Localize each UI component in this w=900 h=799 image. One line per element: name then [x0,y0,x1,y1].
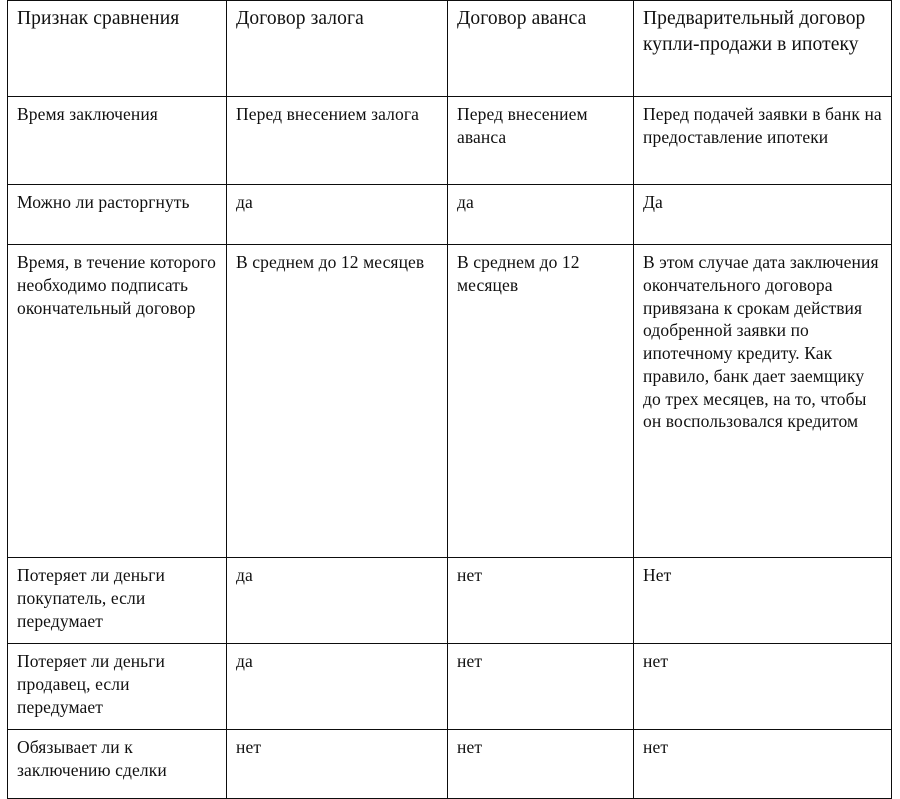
row-feature-label: Обязывает ли к заключению сделки [8,730,227,799]
table-header-row [8,1,892,97]
table-row [8,558,892,644]
cell-advance: нет [448,730,634,799]
cell-advance: нет [448,644,634,730]
cell-advance: нет [448,558,634,644]
cell-pledge: да [227,644,448,730]
cell-advance: да [448,185,634,245]
cell-pledge: Перед внесением залога [227,97,448,185]
cell-mortgage: Нет [634,558,892,644]
cell-advance: Перед внесением аванса [448,97,634,185]
row-feature-label: Потеряет ли деньги продавец, если передумает [8,644,227,730]
cell-mortgage: нет [634,644,892,730]
cell-pledge: нет [227,730,448,799]
cell-mortgage: Да [634,185,892,245]
cell-pledge: да [227,558,448,644]
column-header-advance: Договор аванса [448,1,634,97]
row-feature-label: Потеряет ли деньги покупатель, если передумает [8,558,227,644]
table-row [8,97,892,185]
column-header-pledge: Договор залога [227,1,448,97]
cell-mortgage: нет [634,730,892,799]
cell-advance: В среднем до 12 месяцев [448,245,634,558]
table-row [8,644,892,730]
table-row [8,245,892,558]
cell-pledge: В среднем до 12 месяцев [227,245,448,558]
row-feature-label: Время заключения [8,97,227,185]
column-header-feature: Признак сравнения [8,1,227,97]
table-row [8,730,892,799]
cell-mortgage: В этом случае дата заключения окончательного договора привязана к срокам действия одобренной заявки по ипотечному кредиту. Как правило, банк дает заемщику до трех месяцев, на то, чтобы он воспользовался кредитом [634,245,892,558]
row-feature-label: Время, в течение которого необходимо подписать окончательный договор [8,245,227,558]
comparison-table [7,0,892,799]
cell-pledge: да [227,185,448,245]
column-header-mortgage: Предварительный договор купли-продажи в ипотеку [634,1,892,97]
cell-mortgage: Перед подачей заявки в банк на предоставление ипотеки [634,97,892,185]
table-row [8,185,892,245]
row-feature-label: Можно ли расторгнуть [8,185,227,245]
